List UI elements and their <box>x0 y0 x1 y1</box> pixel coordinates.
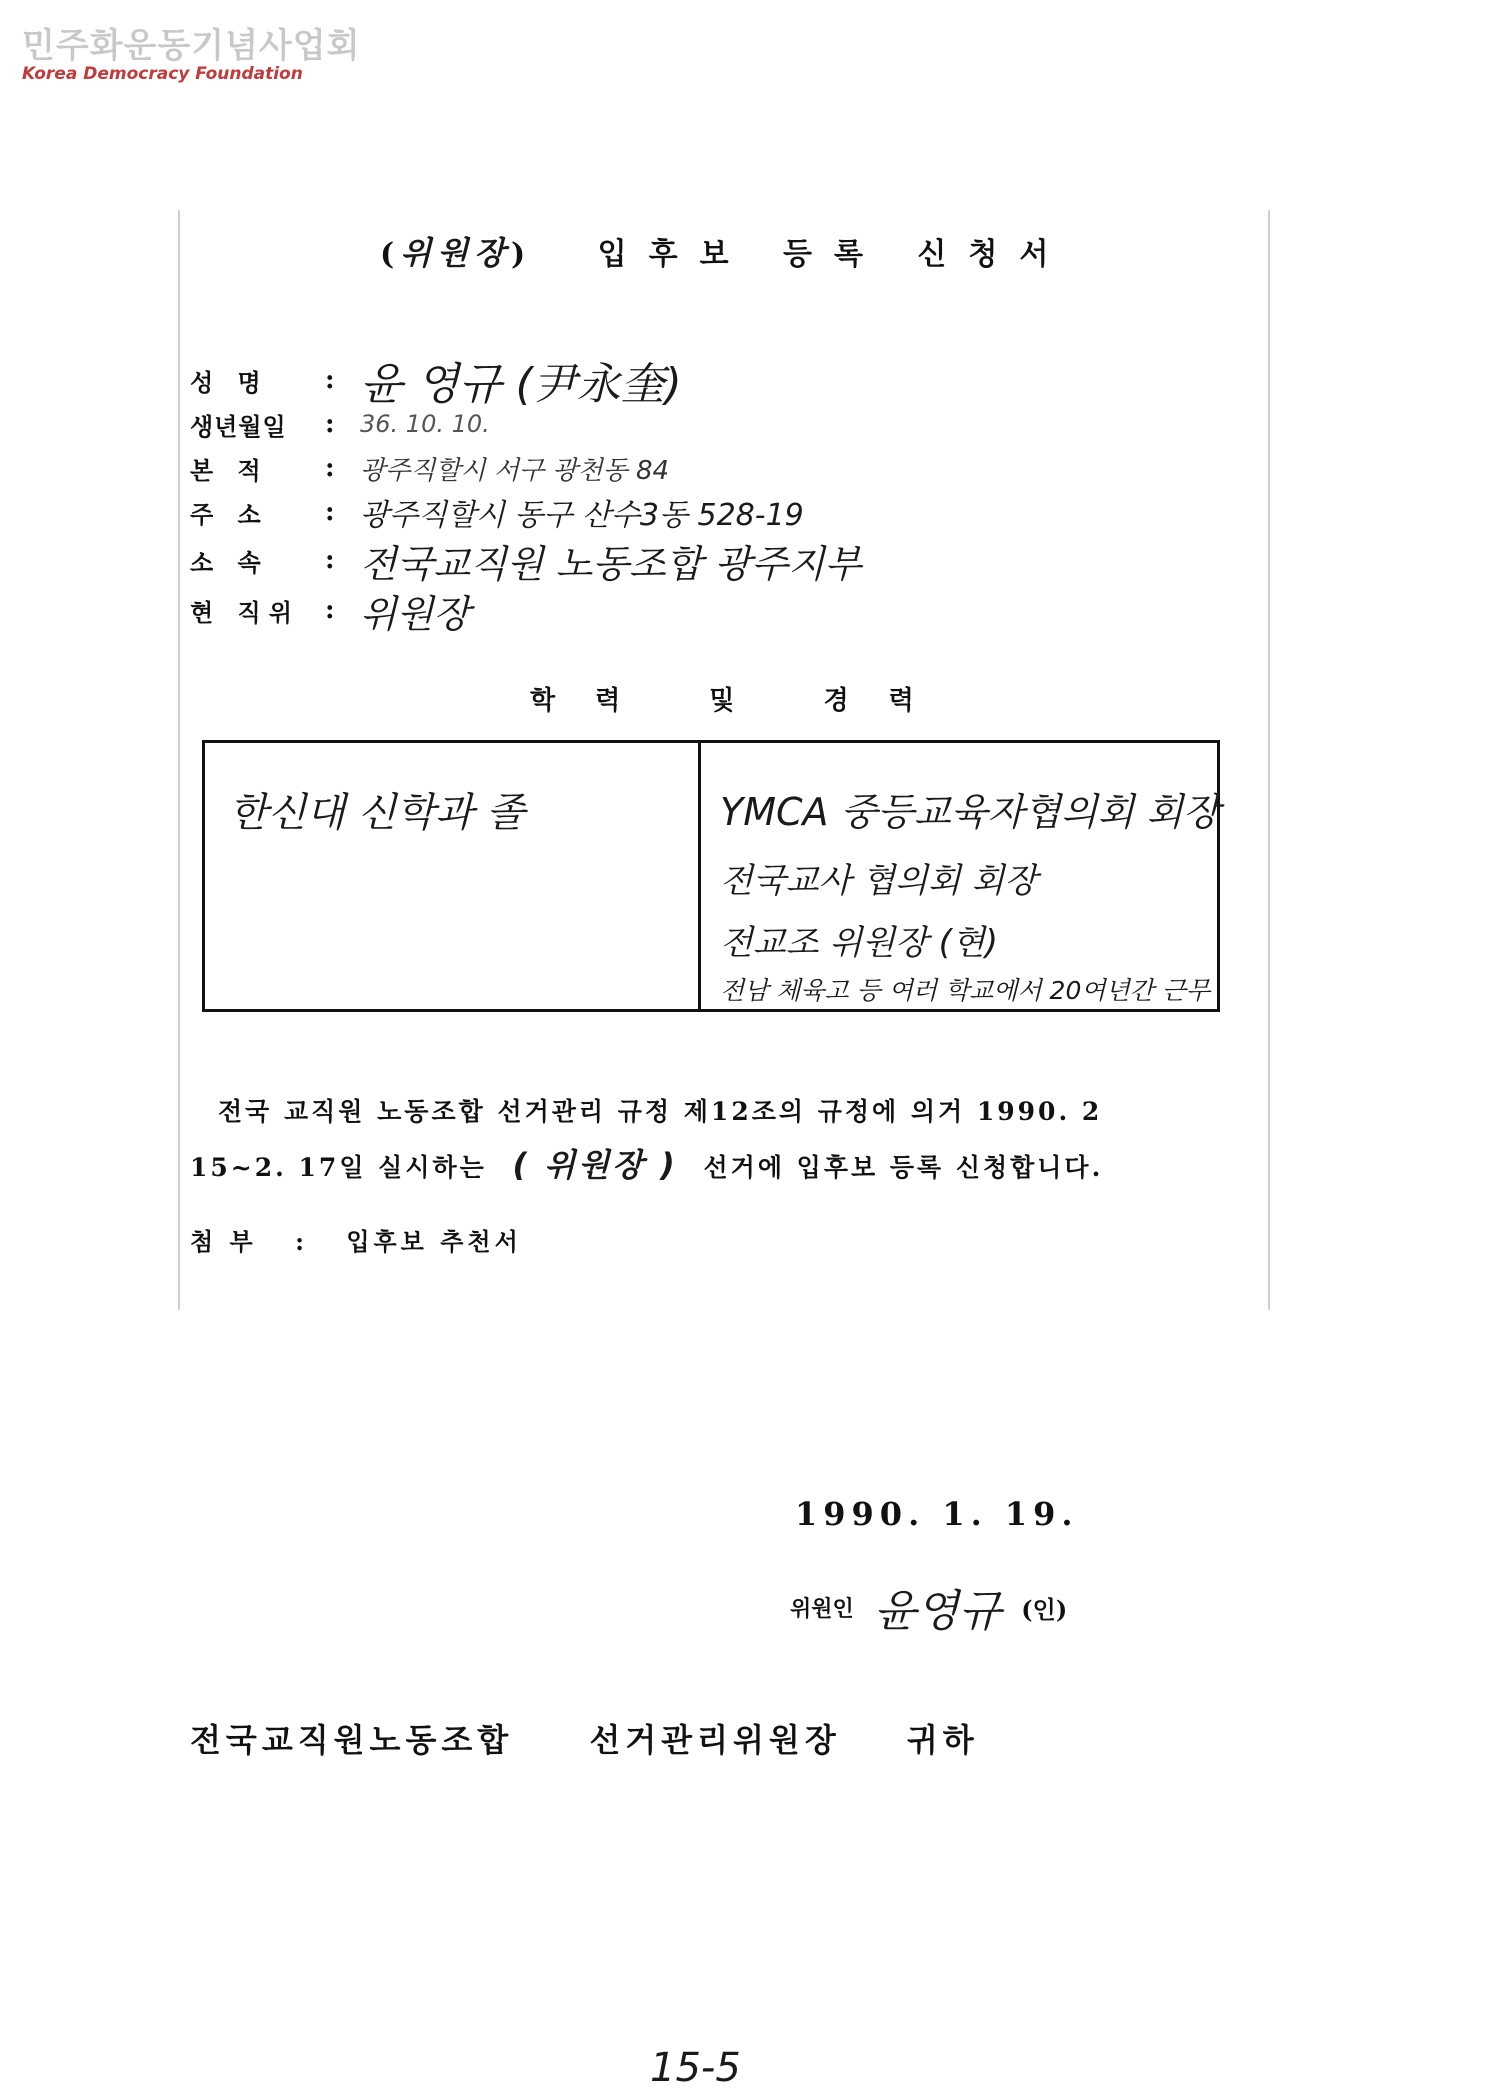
watermark-english: Korea Democracy Foundation <box>22 64 303 84</box>
applicant-label: 위원인 <box>790 1595 854 1622</box>
education-career-box <box>202 740 1220 1012</box>
scan-artifact <box>178 210 180 1310</box>
applicant-line <box>790 1575 1067 1639</box>
field-affiliation <box>190 540 862 586</box>
applicant-signature: 윤영규 <box>873 1586 1002 1637</box>
field-value: 광주직할시 서구 광천동 84 <box>360 455 670 486</box>
attachment-colon: : <box>295 1227 308 1256</box>
education-career-heading: 학력 및 경력 <box>530 686 954 716</box>
statement-line-1: 전국 교직원 노동조합 선거관리 규정 제12조의 규정에 의거 1990. 2 <box>218 1097 1103 1126</box>
field-colon: : <box>325 595 335 625</box>
title-position-handwritten: 위원장 <box>400 234 511 272</box>
field-label: 소 속 <box>190 547 269 577</box>
field-registered-domicile <box>190 448 669 488</box>
field-value: 윤 영규 (尹永奎) <box>360 359 682 410</box>
education-entry: 한신대 신학과 졸 <box>229 790 525 836</box>
attachment-line <box>190 1222 522 1257</box>
attachment-value: 입후보 추천서 <box>346 1227 522 1256</box>
career-entry: 전남 체육고 등 여러 학교에서 20여년간 근무 <box>720 976 1211 1005</box>
field-colon: : <box>325 545 335 575</box>
scan-artifact <box>1268 210 1270 1310</box>
field-current-position <box>190 590 471 636</box>
field-label: 현 직위 <box>190 597 300 627</box>
statement-period: 15~2. 17일 실시하는 <box>190 1153 487 1182</box>
field-label: 성 명 <box>190 367 269 397</box>
addressee-line <box>190 1715 979 1761</box>
career-entry: YMCA 중등교육자협의회 회장 <box>720 790 1220 834</box>
field-label: 주 소 <box>190 499 269 529</box>
title-paren-close: ) <box>510 237 532 272</box>
title-text: 입후보 등록 신청서 <box>597 237 1071 272</box>
field-value: 36. 10. 10. <box>360 410 490 438</box>
page-number: 15-5 <box>650 2045 741 2091</box>
field-colon: : <box>325 453 335 483</box>
field-label: 생년월일 <box>190 411 287 441</box>
statement-closing: 선거에 입후보 등록 신청합니다. <box>703 1153 1104 1182</box>
field-birthdate <box>190 404 490 444</box>
document-date: 1990. 1. 19. <box>795 1495 1079 1533</box>
attachment-label: 첨 부 <box>190 1227 257 1256</box>
statement-position: ( 위원장 ) <box>512 1146 678 1184</box>
statement-line-2 <box>190 1140 1103 1186</box>
applicant-seal: (인) <box>1021 1594 1068 1624</box>
document-title <box>380 228 1070 274</box>
field-colon: : <box>325 409 335 439</box>
field-value: 위원장 <box>360 591 471 636</box>
addressee-title: 선거관리위원장 <box>589 1721 841 1759</box>
career-entry: 전국교사 협의회 회장 <box>720 861 1038 901</box>
watermark-korean: 민주화운동기념사업회 <box>22 26 361 66</box>
field-value: 전국교직원 노동조합 광주지부 <box>360 541 862 586</box>
addressee-org: 전국교직원노동조합 <box>190 1721 514 1759</box>
addressee-suffix: 귀하 <box>906 1721 979 1759</box>
field-value: 광주직할시 동구 산수3동 528-19 <box>360 498 804 533</box>
box-divider <box>698 743 701 1009</box>
field-name <box>190 359 682 410</box>
field-colon: : <box>325 497 335 527</box>
field-address <box>190 492 804 532</box>
career-entry: 전교조 위원장 (현) <box>720 923 999 963</box>
title-paren-open: ( <box>380 237 401 272</box>
field-label: 본 적 <box>190 455 269 485</box>
field-colon: : <box>325 365 335 395</box>
